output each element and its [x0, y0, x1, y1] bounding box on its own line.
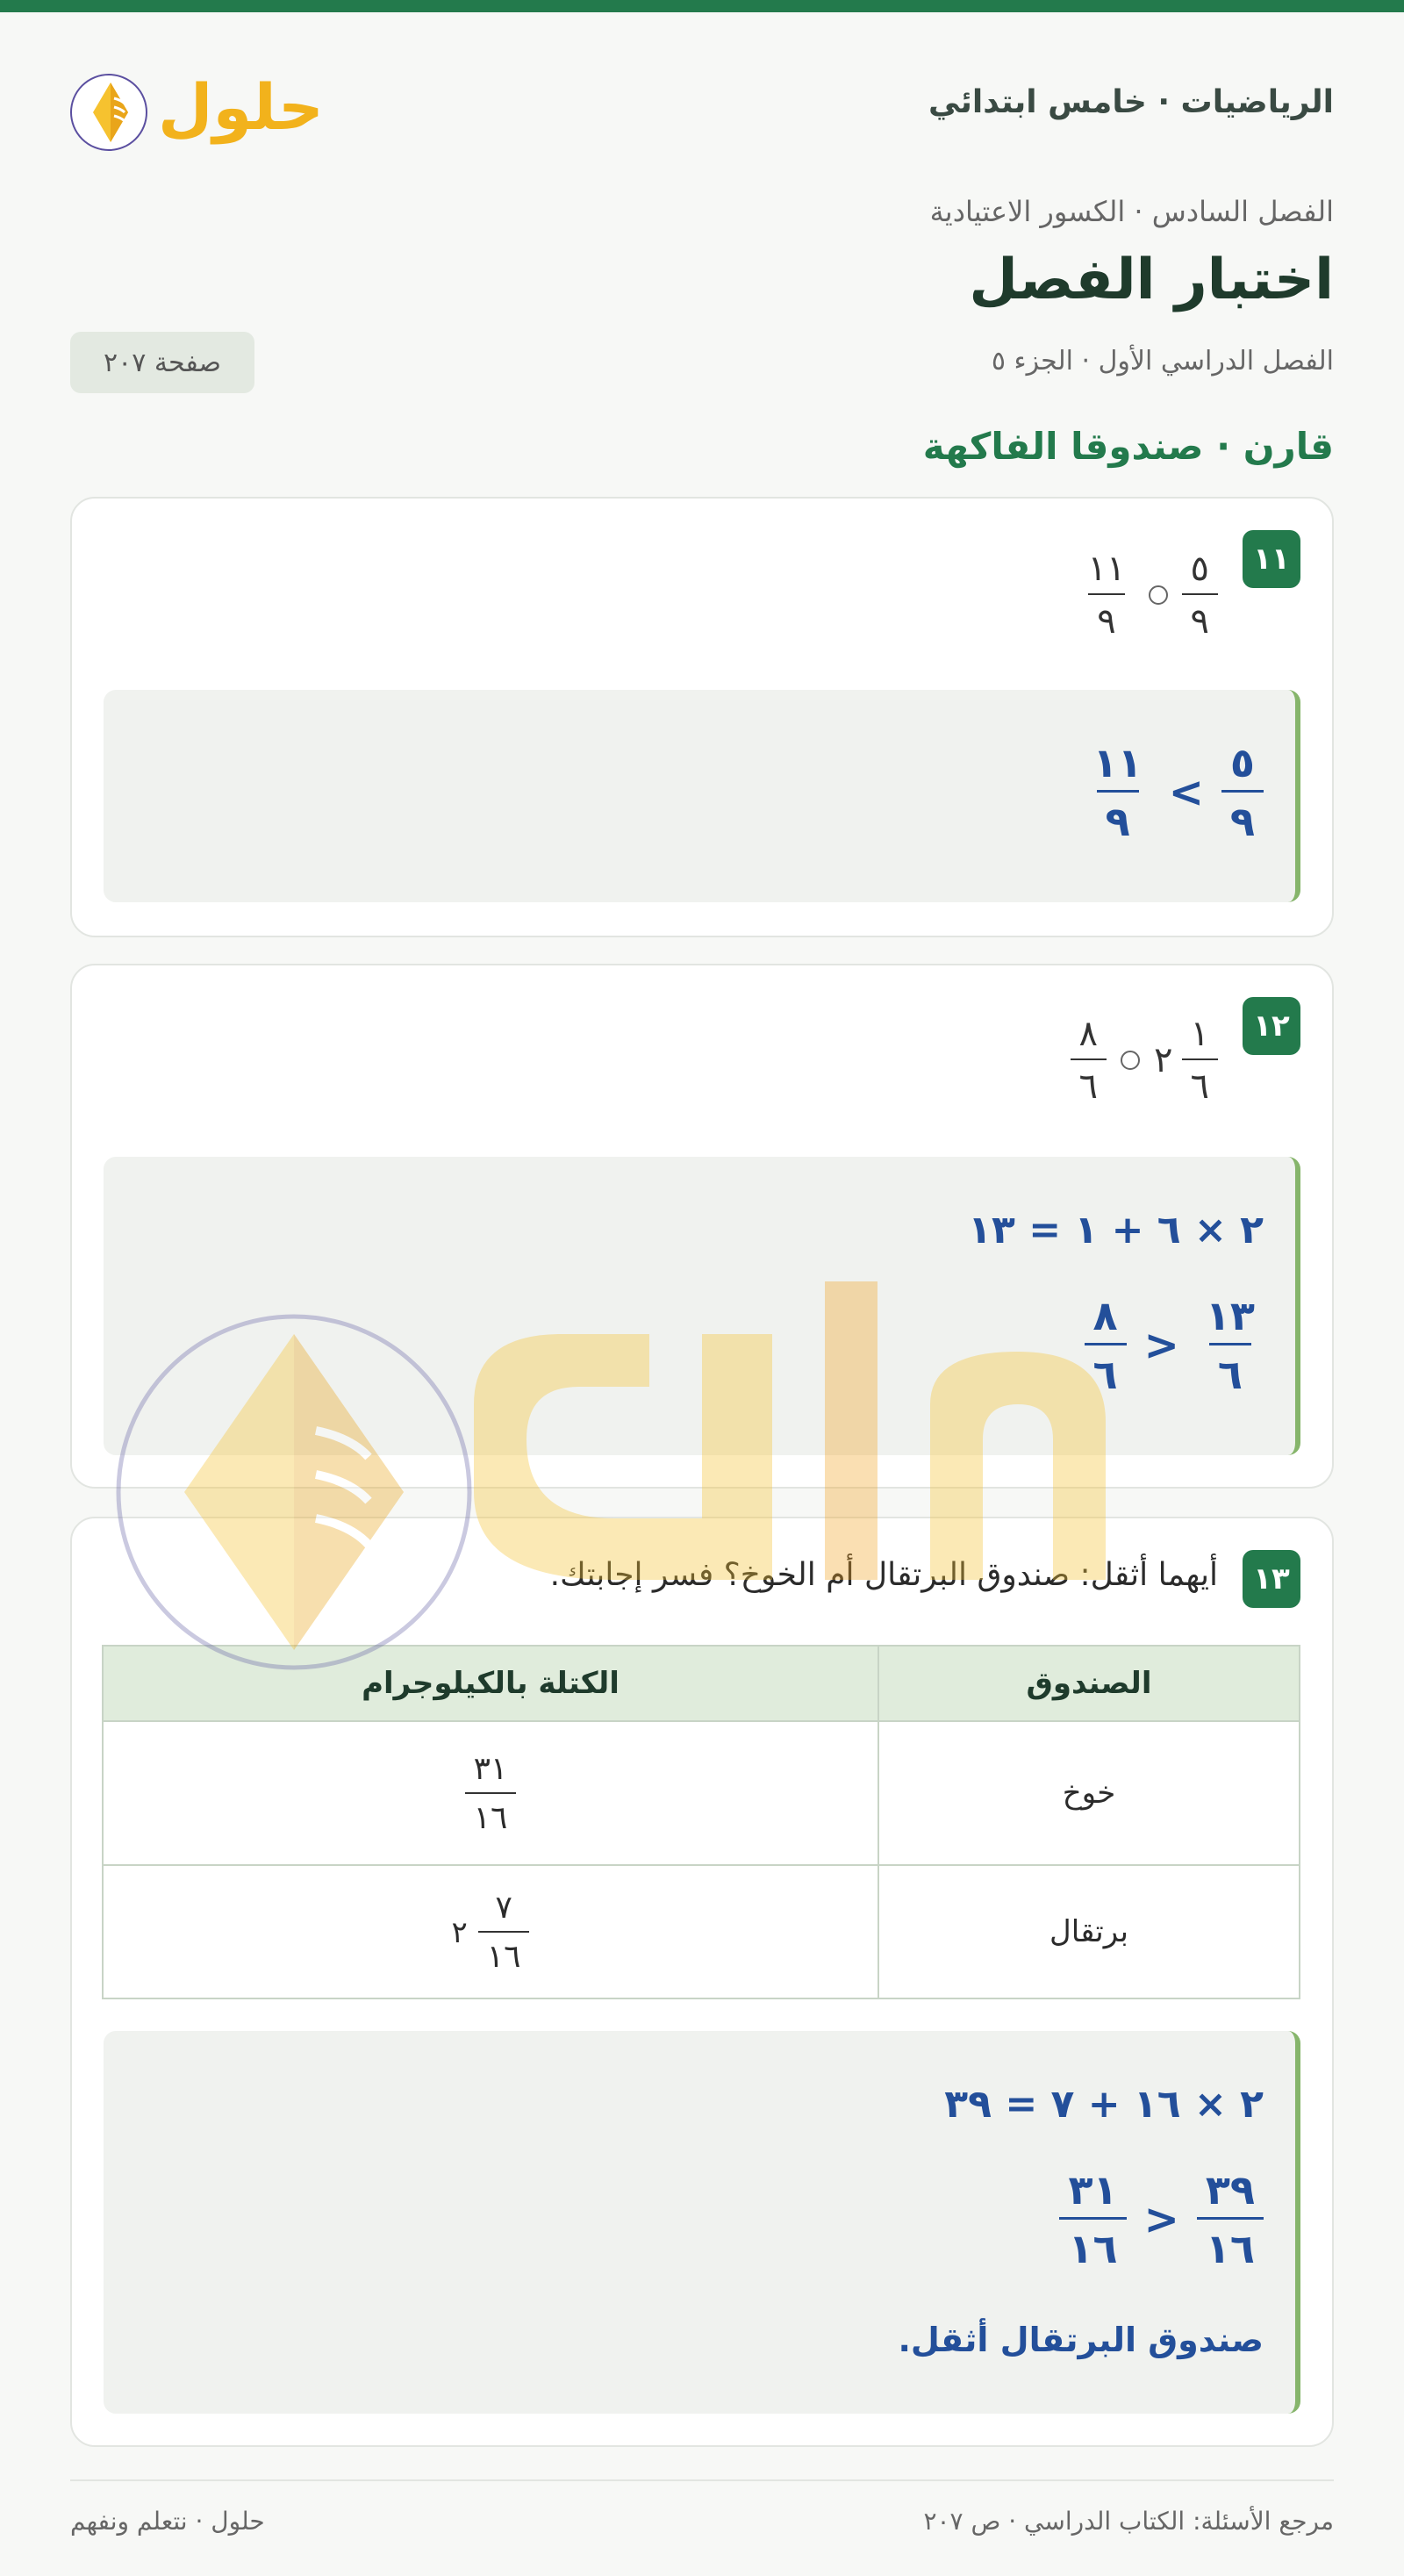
- logo-text: حلول: [158, 70, 324, 144]
- comparison-operator: <: [1143, 1320, 1179, 1370]
- compare-circle-icon: [1149, 585, 1168, 605]
- box-cell: برتقال: [878, 1865, 1300, 1998]
- question-number: ١٣: [1243, 1550, 1300, 1608]
- term-label: الفصل الدراسي الأول · الجزء ٥: [991, 346, 1334, 377]
- answer-conclusion: صندوق البرتقال أثقل.: [898, 2321, 1264, 2359]
- question-card-13: [70, 1517, 1334, 2447]
- fraction: $\frac{١٣}{٦}$: [1205, 1292, 1255, 1398]
- top-accent-bar: [0, 0, 1404, 12]
- answer-box: [104, 2031, 1300, 2414]
- mass-cell: [103, 1865, 878, 1998]
- answer-comparison: [1059, 2166, 1264, 2272]
- comparison-operator: <: [1143, 2194, 1179, 2244]
- answer-box: [104, 690, 1300, 902]
- answer-comparison: [1085, 1292, 1264, 1398]
- page-header: [70, 61, 1334, 158]
- question-text: أيهما أثقل: صندوق البرتقال أم الخوخ؟ فسر إجابتك.: [549, 1557, 1218, 1593]
- comparison-prompt: [1071, 1014, 1218, 1107]
- fraction: $\frac{٨}{٦}$: [1085, 1295, 1127, 1395]
- fraction: $\frac{١١}{٩}$: [1092, 739, 1143, 845]
- page-badge: صفحة ٢٠٧: [70, 332, 254, 393]
- answer-comparison: [1085, 739, 1264, 845]
- question-number: ١٢: [1243, 997, 1300, 1055]
- table-header-mass: الكتلة بالكيلوجرام: [103, 1646, 878, 1721]
- fraction: $\frac{٨}{٦}$: [1071, 1016, 1107, 1104]
- whole-number: ٢: [1154, 1040, 1173, 1080]
- mass-table: [102, 1645, 1300, 1999]
- table-header-box: الصندوق: [878, 1646, 1300, 1721]
- mass-cell: [103, 1721, 878, 1865]
- fraction: $\frac{١١}{٩}$: [1087, 549, 1126, 642]
- answer-box: [104, 1157, 1300, 1455]
- fraction: $\frac{٥}{٩}$: [1182, 551, 1218, 639]
- footer-divider: [70, 2479, 1334, 2481]
- answer-step: ٢ × ١٦ + ٧ = ٣٩: [944, 2082, 1264, 2127]
- subject-label: الرياضيات · خامس ابتدائي: [928, 84, 1334, 120]
- fraction: $\frac{٣٩}{١٦}$: [1197, 2170, 1264, 2269]
- fraction: $\frac{٧}{١٦}$: [478, 1892, 530, 1973]
- fraction: $\frac{٣١}{١٦}$: [465, 1754, 517, 1834]
- fraction: $\frac{١}{٦}$: [1182, 1016, 1218, 1104]
- footer-brand: حلول · نتعلم ونفهم: [70, 2507, 265, 2536]
- question-number: ١١: [1243, 530, 1300, 588]
- section-title: قارن · صندوقا الفاكهة: [922, 425, 1334, 468]
- table-row: [103, 1721, 1300, 1865]
- question-card-12: [70, 964, 1334, 1489]
- chapter-label: الفصل السادس · الكسور الاعتيادية: [929, 195, 1334, 228]
- comparison-prompt: [1079, 549, 1218, 642]
- answer-step: ٢ × ٦ + ١ = ١٣: [968, 1208, 1264, 1252]
- footer-reference: مرجع الأسئلة: الكتاب الدراسي · ص ٢٠٧: [923, 2507, 1334, 2536]
- question-card-11: [70, 497, 1334, 937]
- compare-circle-icon: [1121, 1051, 1140, 1070]
- box-cell: خوخ: [878, 1721, 1300, 1865]
- table-row: [103, 1865, 1300, 1998]
- whole-number: ٢: [451, 1915, 468, 1950]
- fraction: $\frac{٥}{٩}$: [1221, 743, 1264, 842]
- fraction: $\frac{٣١}{١٦}$: [1059, 2170, 1126, 2269]
- page-title: اختبار الفصل: [969, 248, 1334, 312]
- comparison-operator: >: [1168, 767, 1204, 817]
- logo[interactable]: [70, 61, 333, 158]
